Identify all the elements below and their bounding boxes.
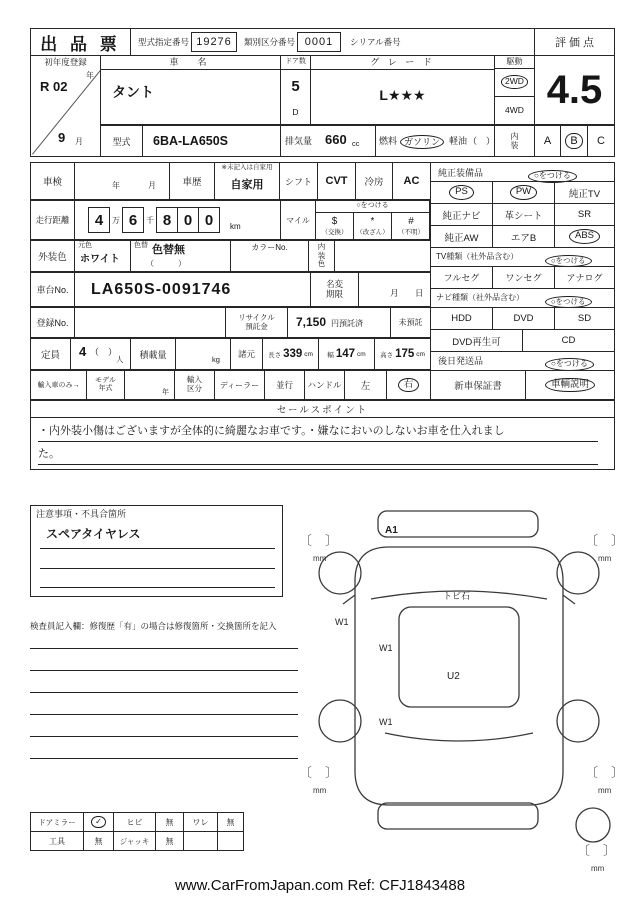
exterior-orig-value: ホワイト — [80, 254, 120, 265]
equipment-circle-note-wrap: ○をつける — [528, 165, 577, 183]
inspector-line-2 — [30, 670, 298, 671]
exterior-change-blank: （ ） — [146, 259, 186, 268]
equip-ps-cell — [430, 181, 493, 204]
navi-cd: CD — [522, 329, 615, 352]
history-label: 車歴 — [169, 162, 215, 200]
first-reg-label: 初年度登録 — [44, 56, 87, 67]
class-code-label: 類別区分番号 — [244, 37, 296, 47]
navi-dvd: DVD — [492, 307, 555, 330]
inspector-line-6 — [30, 758, 298, 759]
chassis-value: LA650S-0091746 — [91, 281, 232, 298]
width-value: 147 — [335, 348, 355, 360]
mileage-unit: km — [230, 222, 241, 231]
fuel-diesel: 軽油 — [449, 136, 468, 146]
cabin-outline — [399, 607, 519, 707]
interior-grade-a: A — [534, 125, 561, 157]
vehicle-manual-cell — [525, 370, 615, 400]
bracket-bottom-right: 〔 〕 — [585, 765, 625, 780]
dim-width-cell: 幅 147 cm — [318, 338, 375, 370]
sales-point-title: セールスポイント — [30, 400, 615, 418]
mileage-digit-2: 6 — [122, 207, 144, 233]
rename-month-unit: 月 — [390, 288, 399, 298]
mileage-label: 走行距離 — [30, 200, 75, 240]
first-reg-month: 9 — [58, 130, 66, 145]
bracket-bottom-left: 〔 〕 — [299, 765, 339, 780]
recycle-amount: 7,150 — [296, 315, 327, 329]
equip-ps-circled: PS — [449, 185, 474, 200]
drive-4wd-cell: 4WD — [505, 104, 524, 115]
equip-pw-cell — [492, 181, 555, 204]
tv-oneseg: ワンセグ — [492, 266, 555, 289]
mirror-right — [563, 595, 575, 604]
import-label: 輸入車のみ→ — [30, 370, 87, 400]
import-year-unit: 年 — [162, 389, 169, 396]
recycle-label: リサイクル預託金 — [238, 312, 275, 331]
tools-value: 無 — [83, 831, 114, 851]
rename-deadline-label-cell — [310, 272, 359, 307]
grade-label: グ レ ー ド — [370, 57, 435, 68]
capacity-unit: 人 — [116, 355, 124, 364]
mile-opt-unknown: # （不明） — [391, 212, 431, 240]
break-label: ワレ — [183, 812, 218, 832]
serial-label: シリアル番号 — [350, 37, 401, 47]
equip-leather: 革シート — [492, 203, 555, 226]
inspector-line-1 — [30, 648, 298, 649]
model-label: 型式 — [100, 125, 143, 157]
rear-window-line — [385, 733, 533, 741]
door-mirror-check-circled: ✓ — [91, 816, 106, 829]
interior-grade-b-cell — [560, 125, 588, 157]
score-label-cell — [534, 28, 615, 56]
first-reg-month-unit: 月 — [75, 137, 83, 146]
bracket-top-right: 〔 〕 — [585, 533, 625, 548]
shift-value: CVT — [317, 162, 356, 200]
grade-value: L★★★ — [379, 86, 426, 103]
load-value-cell — [175, 338, 231, 370]
mile-opt-exchange: $ （交換） — [315, 212, 354, 240]
import-model-year-label-cell — [86, 370, 125, 400]
footer-watermark: www.CarFromJapan.com Ref: CFJ1843488 — [174, 877, 466, 895]
front-bumper-outline — [378, 511, 538, 537]
import-model-year-label: モデル年式 — [95, 376, 116, 392]
color-no-label: カラーNo. — [251, 243, 288, 253]
fuel-gasoline-circled: ガソリン — [400, 135, 444, 149]
interior-color-value-cell — [334, 240, 431, 272]
drive-label: 駆動 — [506, 56, 523, 66]
height-label: 高さ — [380, 351, 394, 359]
tv-type-label: TV種類（社外品含む） — [436, 252, 519, 261]
interior-grade-label: 内装 — [510, 131, 519, 150]
height-value: 175 — [395, 348, 415, 360]
handle-right-circled: 右 — [398, 378, 420, 393]
later-ship-circle-note-wrap: ○をつける — [545, 353, 594, 371]
score-cell — [534, 55, 615, 125]
chassis-label: 車台No. — [30, 272, 75, 307]
import-parallel: 並行 — [264, 370, 305, 400]
mile-opt-tampered: * （改ざん） — [353, 212, 392, 240]
dim-height-cell: 高さ 175 cm — [374, 338, 431, 370]
notes-line-2 — [40, 568, 275, 569]
tv-analog: アナログ — [554, 266, 615, 289]
equip-abs-circled: ABS — [569, 229, 600, 244]
cooling-label: 冷房 — [355, 162, 393, 200]
capacity-blank: （ ） — [90, 347, 118, 357]
length-label: 長さ — [268, 351, 282, 359]
fuel-gasoline-wrap — [400, 132, 444, 150]
mileage-sep-man: 万 — [112, 216, 120, 225]
equip-airbag: エアB — [492, 225, 555, 248]
length-value: 339 — [283, 348, 303, 360]
equip-abs-cell — [554, 225, 615, 248]
navi-hdd: HDD — [430, 307, 493, 330]
drive-2wd-circled: 2WD — [501, 75, 528, 88]
interior-grade-label-cell — [494, 125, 535, 157]
doors-value: 5 — [291, 78, 300, 96]
mileage-digit-3: 8 — [156, 207, 178, 233]
notes-line-3 — [40, 587, 275, 588]
fuel-blank: （ ） — [468, 136, 496, 146]
jack-value: 無 — [155, 831, 184, 851]
mileage-sep-sen: 千 — [146, 216, 154, 225]
vehicle-manual-circled: 車輌説明 — [545, 378, 595, 393]
mirror-left — [343, 595, 355, 604]
equip-navi: 純正ナビ — [430, 203, 493, 226]
mm-spare: mm — [591, 864, 605, 873]
equip-pw-circled: PW — [510, 185, 537, 200]
inspector-note: 検査員記入欄：修復歴「有」の場合は修復箇所・交換箇所を記入 — [30, 621, 277, 631]
reg-no-label: 登録No. — [30, 307, 75, 338]
warranty-book: 新車保証書 — [430, 370, 526, 400]
mark-u2: U2 — [447, 671, 460, 682]
import-dealer: ディーラー — [214, 370, 265, 400]
displacement-label: 排気量 — [285, 136, 313, 146]
equip-sr: SR — [554, 203, 615, 226]
mark-stone-chip: トビ石 — [443, 591, 471, 601]
mile-label: マイル — [280, 200, 316, 240]
interior-color-label: 内装色 — [317, 242, 326, 269]
drive-2wd-cell — [494, 68, 535, 96]
cooling-value: AC — [392, 162, 431, 200]
empty-cell-2 — [217, 831, 244, 851]
first-reg-year-unit: 年 — [86, 71, 94, 80]
bracket-spare: 〔 〕 — [577, 843, 617, 858]
mileage-digit-1: 4 — [88, 207, 110, 233]
displacement-value: 660 — [325, 132, 347, 147]
mile-circle-note: ○をつける — [356, 201, 389, 209]
score-value: 4.5 — [546, 67, 603, 112]
mark-w1-rear: W1 — [379, 717, 393, 727]
notes-line-1 — [40, 548, 275, 549]
sheet-title: 出 品 票 — [40, 34, 121, 54]
exterior-orig-label: 元色 — [78, 242, 92, 249]
mark-w1-door: W1 — [379, 643, 393, 653]
first-reg-year: R 02 — [40, 79, 68, 94]
score-label: 評 価 点 — [554, 37, 595, 49]
chassis-value-cell — [74, 272, 311, 307]
exterior-change-value: 色替無 — [152, 244, 185, 256]
navi-type-label: ナビ種類（社外品含む） — [436, 293, 524, 302]
import-type-label: 輸入区分 — [187, 375, 202, 393]
sales-point-line-1: ・内外装小傷はございますが全体的に綺麗なお車です。・嫌なにおいのしないお車を仕入れまし — [38, 420, 598, 442]
mark-w1-front: W1 — [335, 617, 349, 627]
interior-color-label-cell — [308, 240, 335, 272]
handle-right-cell — [386, 370, 431, 400]
mark-a1: A1 — [385, 525, 398, 536]
history-value: 自家用 — [230, 178, 264, 191]
class-code-value: 0001 — [297, 32, 341, 52]
mm-bottom-left: mm — [313, 786, 327, 795]
doors-label: ドア数 — [285, 58, 306, 66]
shift-label: シフト — [279, 162, 318, 200]
spare-circle — [576, 808, 610, 842]
model-value-cell — [142, 125, 281, 157]
width-label: 幅 — [327, 351, 334, 359]
history-note: ※未記入は自家用 — [221, 164, 273, 172]
navi-type-circle-note-wrap: ○をつける — [545, 291, 592, 309]
empty-cell-1 — [183, 831, 218, 851]
mm-bottom-right: mm — [598, 786, 612, 795]
displacement-unit: cc — [352, 139, 360, 148]
import-type-label-cell — [174, 370, 215, 400]
doors-code: D — [292, 106, 299, 117]
rear-bumper-outline — [378, 803, 538, 829]
bracket-top-left: 〔 〕 — [299, 533, 339, 548]
equipment-title: 純正装備品 — [438, 168, 484, 178]
exterior-change-label: 色替 — [134, 242, 148, 249]
inspection-label: 車検 — [30, 162, 75, 200]
door-mirror-check-cell — [83, 812, 114, 832]
model-code-value: 19276 — [191, 32, 237, 52]
rename-deadline-label: 名変期限 — [325, 278, 343, 299]
inspector-line-3 — [30, 692, 298, 693]
mileage-digit-5: 0 — [198, 207, 220, 233]
jack-label: ジャッキ — [113, 831, 156, 851]
crack-label: ヒビ — [113, 812, 156, 832]
recycle-none: 未預託 — [390, 307, 431, 338]
model-value: 6BA-LA650S — [153, 134, 229, 148]
interior-grade-b-circled: B — [565, 133, 582, 150]
navi-dvd-play: DVD再生可 — [430, 329, 523, 352]
fuel-label: 燃料 — [379, 136, 398, 146]
later-ship-label: 後日発送品 — [438, 356, 484, 366]
mm-top-right: mm — [598, 554, 612, 563]
car-name-label: 車 名 — [169, 57, 212, 68]
inspection-year-unit: 年 — [112, 181, 120, 190]
car-name-value: タント — [112, 84, 154, 100]
inspector-line-5 — [30, 736, 298, 737]
tools-label: 工具 — [30, 831, 84, 851]
equip-aw: 純正AW — [430, 225, 493, 248]
model-code-label: 型式指定番号 — [138, 37, 190, 47]
wheel-front-right — [557, 552, 599, 594]
tv-type-circle-note-wrap: ○をつける — [545, 250, 592, 268]
notes-title: 注意事項・不具合箇所 — [36, 509, 127, 519]
inspection-month-unit: 月 — [148, 181, 156, 190]
equip-tv: 純正TV — [554, 181, 615, 204]
tv-fullseg: フルセグ — [430, 266, 493, 289]
handle-left: 左 — [344, 370, 387, 400]
navi-sd: SD — [554, 307, 615, 330]
mileage-digit-4: 0 — [177, 207, 199, 233]
reg-no-value-cell — [74, 307, 226, 338]
capacity-value: 4 — [79, 344, 87, 359]
exterior-label: 外装色 — [30, 240, 75, 272]
notes-content: スペアタイヤレス — [46, 527, 141, 541]
handle-label: ハンドル — [304, 370, 345, 400]
load-unit: kg — [212, 355, 220, 364]
dim-length-cell: 長さ 339 cm — [262, 338, 319, 370]
crack-value: 無 — [155, 812, 184, 832]
mm-top-left: mm — [313, 554, 327, 563]
break-value: 無 — [217, 812, 244, 832]
sheet-title-cell — [30, 28, 131, 56]
sales-point-line-2: た。 — [38, 443, 598, 465]
inspector-line-4 — [30, 714, 298, 715]
rename-day-unit: 日 — [415, 288, 424, 298]
recycle-suffix: 円預託済 — [331, 319, 363, 328]
capacity-label: 定員 — [30, 338, 71, 370]
door-mirror-label: ドアミラー — [30, 812, 84, 832]
recycle-label-cell — [225, 307, 288, 338]
load-label: 積載量 — [130, 338, 176, 370]
interior-grade-c: C — [587, 125, 615, 157]
car-diagram — [293, 503, 625, 875]
dims-label: 諸元 — [230, 338, 263, 370]
